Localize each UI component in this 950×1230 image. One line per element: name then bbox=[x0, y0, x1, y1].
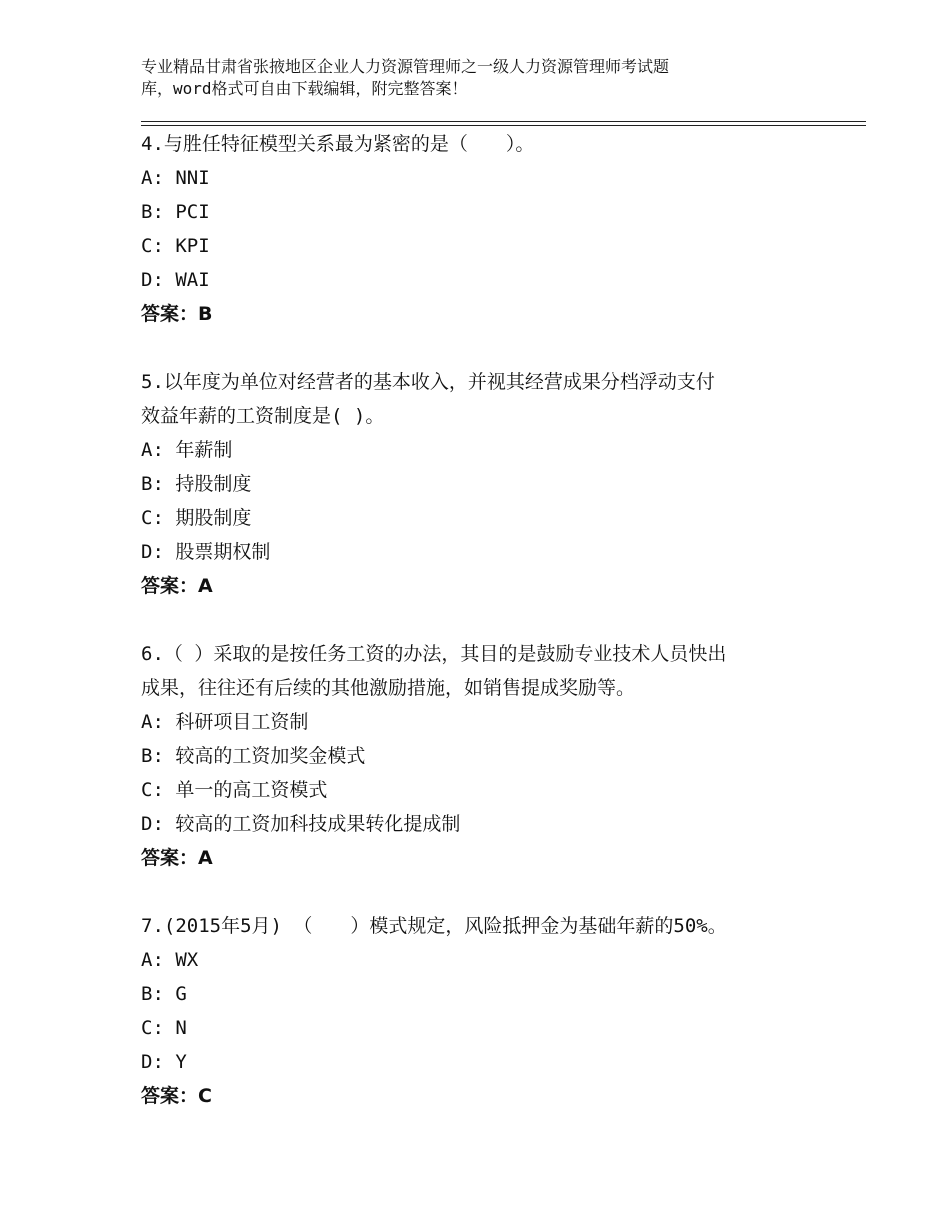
option-c: C: 单一的高工资模式 bbox=[141, 779, 328, 801]
option-a: A: 科研项目工资制 bbox=[141, 711, 309, 733]
question-stem: 5.以年度为单位对经营者的基本收入，并视其经营成果分档浮动支付 bbox=[141, 371, 715, 393]
answer-label: 答案：A bbox=[141, 847, 213, 869]
question-list bbox=[141, 127, 841, 1147]
question-5 bbox=[141, 365, 841, 603]
header-line-1: 专业精品甘肃省张掖地区企业人力资源管理师之一级人力资源管理师考试题 bbox=[141, 57, 670, 76]
option-a: A: 年薪制 bbox=[141, 439, 233, 461]
option-c: C: 期股制度 bbox=[141, 507, 252, 529]
question-stem-continued: 效益年薪的工资制度是( )。 bbox=[141, 405, 385, 427]
document-header bbox=[141, 56, 781, 100]
header-divider-thin bbox=[141, 125, 866, 126]
option-d: D: 较高的工资加科技成果转化提成制 bbox=[141, 813, 461, 835]
question-stem-continued: 成果，往往还有后续的其他激励措施，如销售提成奖励等。 bbox=[141, 677, 636, 699]
option-b: B: 持股制度 bbox=[141, 473, 252, 495]
option-a: A: NNI bbox=[141, 167, 210, 189]
header-divider-thick bbox=[141, 121, 866, 122]
answer-label: 答案：C bbox=[141, 1085, 212, 1107]
header-line-2: 库，word格式可自由下载编辑，附完整答案！ bbox=[141, 79, 468, 98]
option-b: B: PCI bbox=[141, 201, 210, 223]
option-d: D: WAI bbox=[141, 269, 210, 291]
question-4 bbox=[141, 127, 841, 331]
question-stem: 4.与胜任特征模型关系最为紧密的是（ ）。 bbox=[141, 133, 535, 155]
option-b: B: 较高的工资加奖金模式 bbox=[141, 745, 366, 767]
answer-label: 答案：A bbox=[141, 575, 213, 597]
question-7 bbox=[141, 909, 841, 1113]
option-c: C: N bbox=[141, 1017, 187, 1039]
option-a: A: WX bbox=[141, 949, 199, 971]
question-stem: 7.(2015年5月) （ ）模式规定，风险抵押金为基础年薪的50%。 bbox=[141, 915, 727, 937]
answer-label: 答案：B bbox=[141, 303, 213, 325]
option-c: C: KPI bbox=[141, 235, 210, 257]
option-d: D: 股票期权制 bbox=[141, 541, 271, 563]
question-stem: 6.（ ）采取的是按任务工资的办法，其目的是鼓励专业技术人员快出 bbox=[141, 643, 727, 665]
option-b: B: G bbox=[141, 983, 187, 1005]
option-d: D: Y bbox=[141, 1051, 187, 1073]
question-6 bbox=[141, 637, 841, 875]
